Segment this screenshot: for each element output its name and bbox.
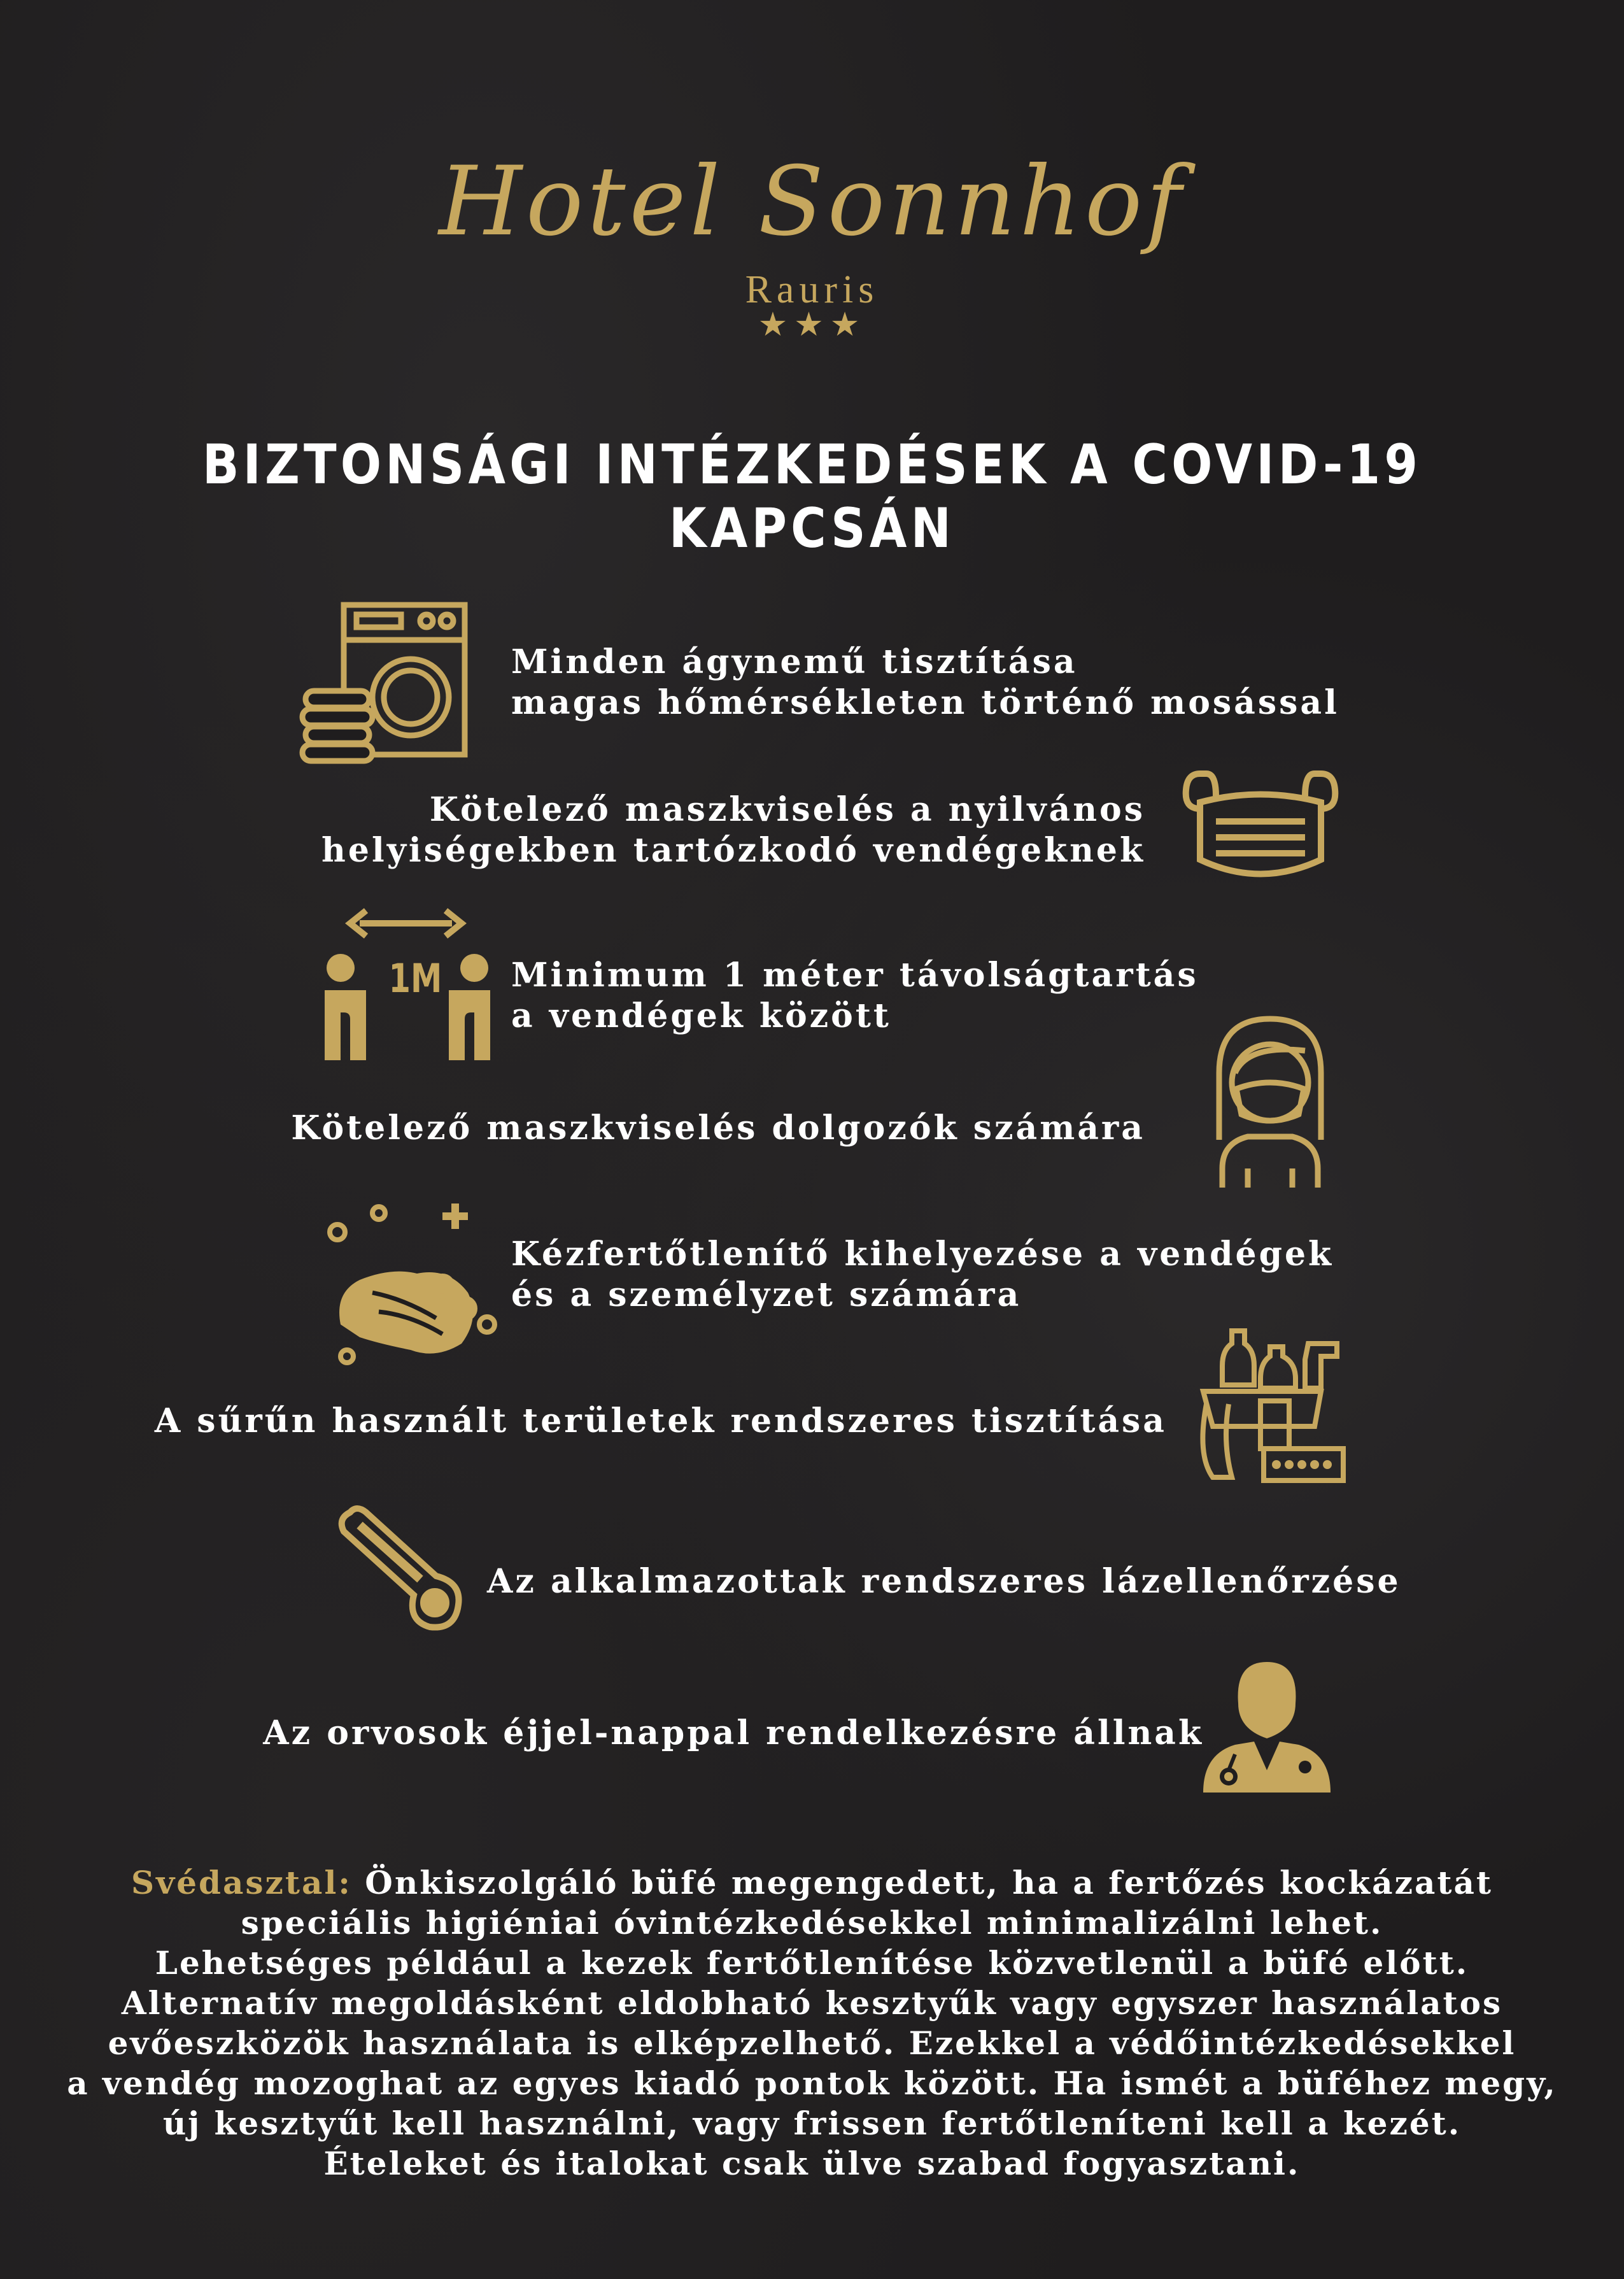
buffet-line: Lehetséges például a kezek fertőtlenítése közvetlenül a büfé előtt. bbox=[155, 1944, 1469, 1982]
page-title: BIZTONSÁGI INTÉZKEDÉSEK A COVID-19 KAPCSÁN bbox=[202, 433, 1422, 560]
item-distance: Minimum 1 méter távolságtartás a vendégek között bbox=[511, 956, 1199, 1035]
buffet-label: Svédasztal: bbox=[131, 1864, 352, 1901]
doctor-icon bbox=[1200, 1659, 1334, 1796]
buffet-line: Alternatív megoldásként eldobható kesztyűk vagy egyszer használatos bbox=[121, 1984, 1503, 2022]
washing-machine-icon bbox=[299, 602, 471, 774]
cleaning-supplies-icon bbox=[1194, 1328, 1346, 1484]
buffet-line: a vendég mozoghat az egyes kiadó pontok között. Ha ismét a büféhez megy, bbox=[67, 2064, 1557, 2102]
masked-staff-icon bbox=[1210, 1012, 1331, 1191]
item-fever-check: Az alkalmazottak rendszeres lázellenőrzése bbox=[487, 1562, 1401, 1601]
distance-label: 1M bbox=[388, 955, 442, 1002]
item-doctors: Az orvosok éjjel-nappal rendelkezésre állnak bbox=[263, 1714, 1204, 1752]
hotel-logo-location: Rauris bbox=[745, 268, 879, 311]
item-bedding-cleaning: Minden ágynemű tisztítása magas hőmérsékleten történő mosással bbox=[511, 643, 1339, 722]
thermometer-icon bbox=[331, 1500, 465, 1633]
hotel-rating-stars: ★★★ bbox=[758, 306, 866, 344]
item-area-cleaning: A sűrűn használt területek rendszeres tisztítása bbox=[154, 1402, 1167, 1440]
buffet-line: új kesztyűt kell használni, vagy frissen fertőtleníteni kell a kezét. bbox=[162, 2105, 1462, 2142]
item-guest-mask: Kötelező maszkviselés a nyilvános helyiségekben tartózkodó vendégeknek bbox=[321, 790, 1145, 870]
buffet-first-line-text: Önkiszolgáló büfé megengedett, ha a fertőzés kockázatát bbox=[351, 1864, 1493, 1901]
face-mask-icon bbox=[1181, 770, 1340, 891]
hotel-logo-script: Hotel Sonnhof bbox=[439, 146, 1185, 257]
item-hand-sanitizer: Kézfertőtlenítő kihelyezése a vendégek és a személyzet számára bbox=[511, 1235, 1334, 1314]
buffet-line: evőeszközök használata is elképzelhető. Ezekkel a védőintézkedésekkel bbox=[108, 2024, 1516, 2062]
buffet-first-line bbox=[0, 1863, 1624, 1903]
buffet-line: Ételeket és italokat csak ülve szabad fogyasztani. bbox=[323, 2145, 1301, 2182]
hand-washing-icon bbox=[321, 1197, 512, 1369]
buffet-paragraph bbox=[0, 1863, 1624, 2183]
item-staff-mask: Kötelező maszkviselés dolgozók számára bbox=[291, 1109, 1145, 1147]
buffet-line: speciális higiéniai óvintézkedésekkel minimalizálni lehet. bbox=[241, 1904, 1383, 1942]
